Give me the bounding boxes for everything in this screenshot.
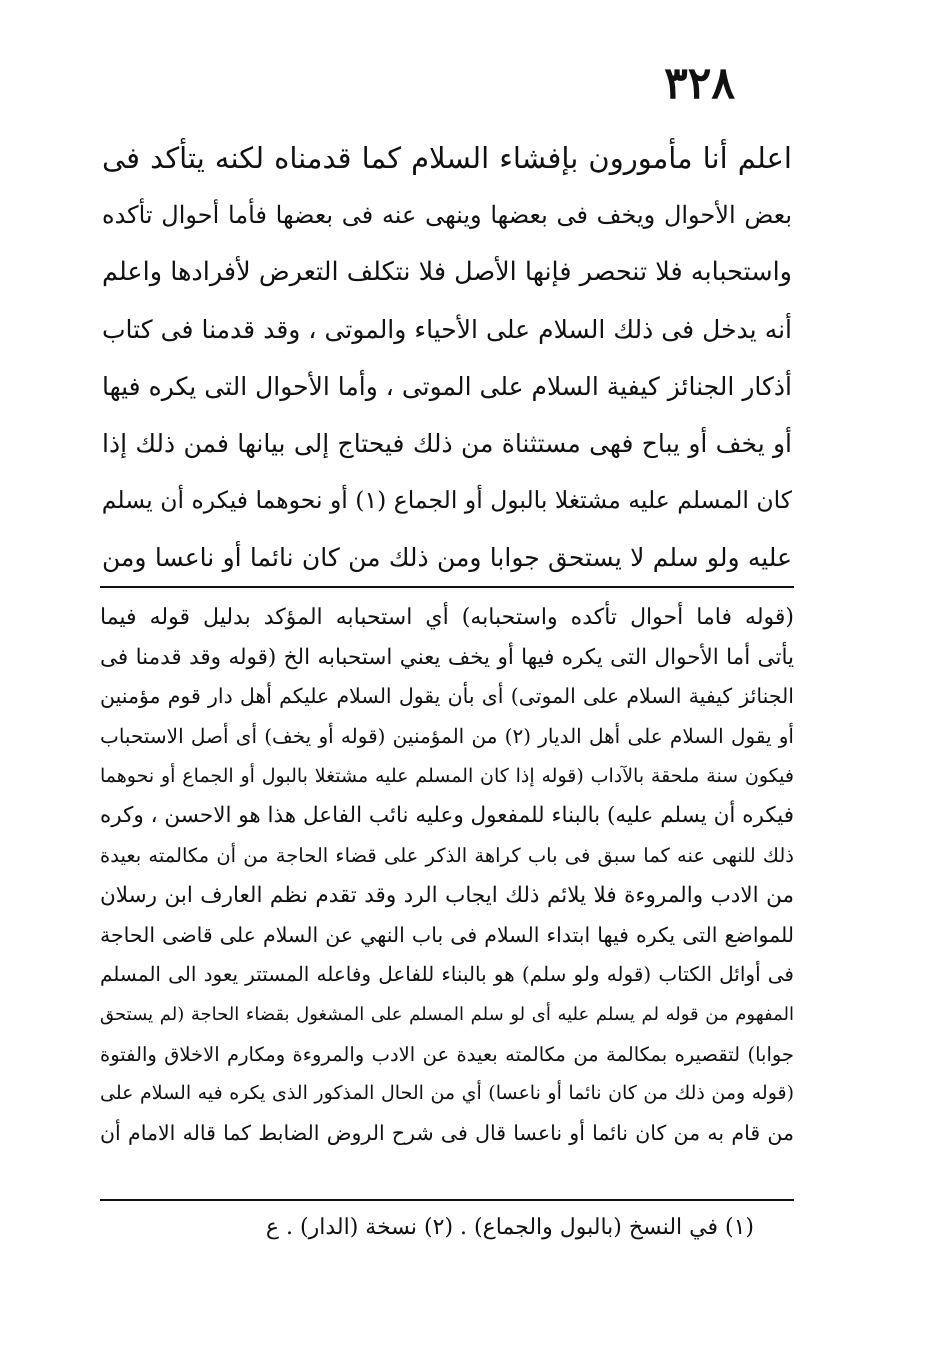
commentary-line: (قوله فاما أحوال تأكده واستحبابه) أي استحبابه المؤكد بدليل قوله فيما [100, 605, 794, 630]
commentary-line: جوابا) لتقصيره بمكالمة من مكالمته بعيدة عن الادب والمروءة ومكارم الاخلاق والفتوة [100, 1042, 794, 1066]
main-text-line: كان المسلم عليه مشتغلا بالبول أو الجماع (١) أو نحوهما فيكره أن يسلم [102, 486, 792, 514]
main-text-line: اعلم أنا مأمورون بإفشاء السلام كما قدمناه لكنه يتأكد فى [102, 141, 792, 175]
commentary-line: أو يقول السلام على أهل الديار (٢) من المؤمنين (قوله أو يخف) أى أصل الاستحباب [100, 724, 794, 749]
main-text-line: أذكار الجنائز كيفية السلام على الموتى ، وأما الأحوال التى يكره فيها [102, 372, 792, 401]
commentary [100, 598, 794, 1154]
commentary-line: ذلك للنهى عنه كما سبق فى باب كراهة الذكر على قضاء الحاجة من أن مكالمته بعيدة [100, 844, 794, 868]
footnote-divider [100, 1199, 794, 1201]
main-text-line: عليه ولو سلم لا يستحق جوابا ومن ذلك من كان نائما أو ناعسا ومن [102, 543, 792, 572]
page-number: ٣٢٨ [664, 58, 735, 109]
footnote: (١) في النسخ (بالبول والجماع) . (٢) نسخة (الدار) . ع [265, 1215, 754, 1240]
main-text-divider [100, 586, 794, 588]
commentary-line: للمواضع التى يكره فيها ابتداء السلام فى باب النهي عن السلام على قاضى الحاجة [100, 922, 794, 947]
commentary-line: الجنائز كيفية السلام على الموتى) أى بأن يقول السلام عليكم أهل دار قوم مؤمنين [100, 684, 794, 709]
commentary-line: فى أوائل الكتاب (قوله ولو سلم) هو بالبناء للفاعل وفاعله المستتر يعود الى المسلم [100, 962, 794, 987]
commentary-line: (قوله ومن ذلك من كان نائما أو ناعسا) أي من الحال المذكور الذى يكره فيه السلام على [100, 1082, 794, 1105]
commentary-line: المفهوم من قوله لم يسلم عليه أى لو سلم المسلم على المشغول بقضاء الحاجة (لم يستحق [100, 1003, 794, 1025]
commentary-line: فيكره أن يسلم عليه) بالبناء للمفعول وعليه نائب الفاعل هذا هو الاحسن ، وكره [100, 803, 794, 829]
commentary-line: من الادب والمروءة فلا يلائم ذلك ايجاب الرد وقد تقدم نظم العارف ابن رسلان [100, 882, 794, 908]
commentary-line: يأتى أما الأحوال التى يكره فيها أو يخف يعني استحبابه الخ (قوله وقد قدمنا فى [100, 644, 794, 670]
commentary-line: فيكون سنة ملحقة بالآداب (قوله إذا كان المسلم عليه مشتغلا بالبول أو الجماع أو نحوهما [100, 764, 794, 787]
main-text-line: أو يخف أو يباح فهى مستثناة من ذلك فيحتاج إلى بيانها فمن ذلك إذا [102, 429, 792, 458]
commentary-line: من قام به من كان نائما أو ناعسا قال فى شرح الروض الضابط كما قاله الامام أن [100, 1120, 794, 1145]
main-text [102, 130, 792, 586]
main-text-line: أنه يدخل فى ذلك السلام على الأحياء والموتى ، وقد قدمنا فى كتاب [102, 315, 792, 344]
main-text-line: بعض الأحوال ويخف فى بعضها وينهى عنه فى بعضها فأما أحوال تأكده [102, 201, 792, 229]
main-text-line: واستحبابه فلا تنحصر فإنها الأصل فلا نتكلف التعرض لأفرادها واعلم [102, 257, 792, 287]
